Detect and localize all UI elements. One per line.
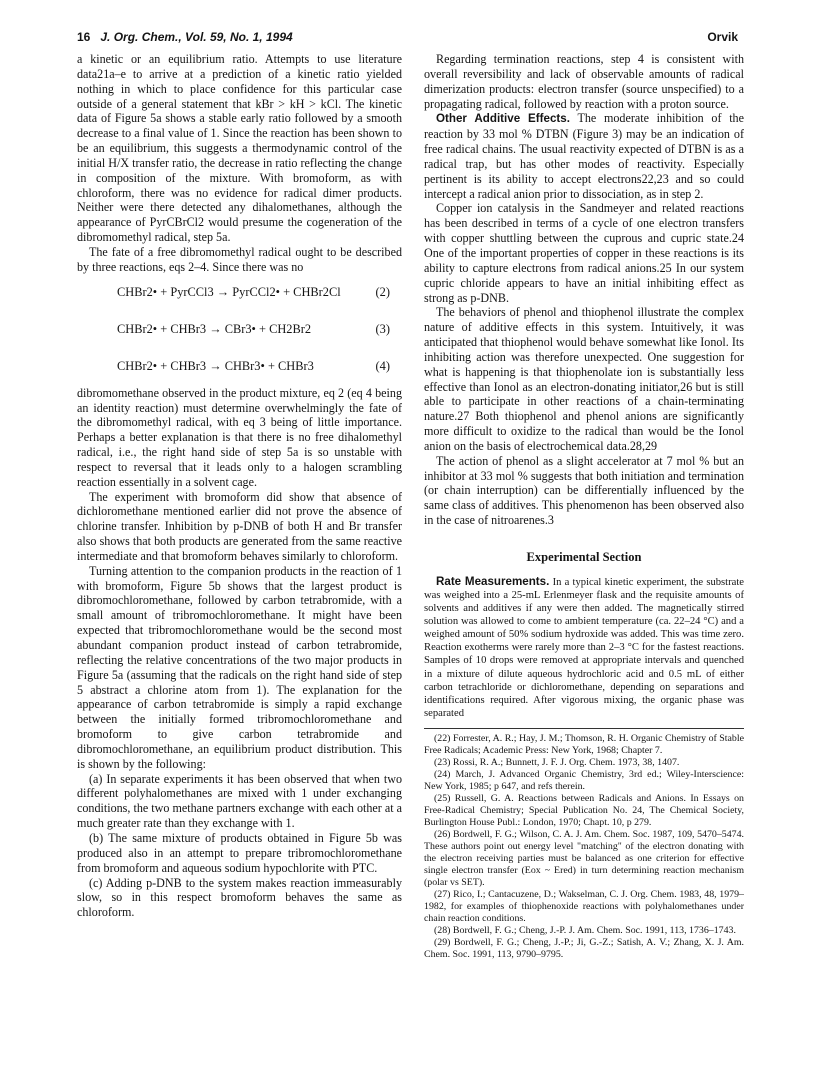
right-column: [424, 52, 744, 1052]
equation-text: CHBr2• + CHBr3 → CBr3• + CH2Br2: [117, 321, 312, 336]
footnote: (22) Forrester, A. R.; Hay, J. M.; Thomson, R. H. Organic Chemistry of Stable Free Radicals; Academic Press: New York, 1968; Chapter 7.: [424, 732, 744, 756]
equation-number: (2): [375, 284, 390, 299]
run-in-heading: Other Additive Effects.: [436, 112, 570, 126]
paragraph: The experiment with bromoform did show that absence of dichloromethane mentioned earlier did not prove the absence of chlorine transfer. Inhibition by p-DNB of both H and Br transfer also shows that both products are generated from the same reactive intermediate and that bromoform behaves similarly to chloroform.: [77, 489, 402, 563]
footnote: (24) March, J. Advanced Organic Chemistry, 3rd ed.; Wiley-Interscience: New York, 1985; p 647, and refs therein.: [424, 768, 744, 792]
paragraph: a kinetic or an equilibrium ratio. Attempts to use literature data21a–e to arrive at a prediction of a kinetic ratio yielded nothing in which to place confidence for this particular case outside of a general statement that kBr > kH > kCl. The kinetic data of Figure 5a shows a stable early ratio followed by a smooth decrease to a final value of 1. Since the reaction has been shown to be an equilibrium, this suggests a thermodynamic control of the initial H/X transfer ratio, the decrease in ratio reflecting the change in composition of the mixture. With bromoform, as with chloroform, there was no evidence for radical dimer products. Neither were there detected any dihalomethanes, although the appearance of PyrCBrCl2 would presume the cogeneration of the dibromomethyl radical, step 5a.: [77, 52, 402, 245]
footnote: (28) Bordwell, F. G.; Cheng, J.-P. J. Am. Chem. Soc. 1991, 113, 1736–1743.: [434, 924, 736, 936]
paragraph-body: The moderate inhibition of the reaction by 33 mol % DTBN (Figure 3) may be an indication of free radical chains. The usual reactivity expected of DTBN is as a radical trap, but has other modes of reactivity. Especially pertinent is its ability to accept electrons22,23 and so could intercept a radical anion prior to dissociation, as in step 2.: [424, 111, 744, 201]
footnote-rule: [424, 728, 744, 729]
running-header: [77, 29, 293, 45]
paragraph: [424, 575, 744, 720]
paragraph: Turning attention to the companion products in the reaction of 1 with bromoform, Figure 5b shows that the largest product is dibromochloromethane, followed by carbon tetrabromide, with a small amount of tribromochloromethane. It might have been expected that tribromochloromethane would be the second most abundant companion product instead of carbon tetrabromide, reflecting the relative concentrations of the two major products in Figure 5a (assuming that the radicals on the right hand side of step 5 abstract a chlorine atom from 1). The explanation for the appearance of carbon tetrabromide is simply a rapid exchange between the initially formed tribromochloromethane and bromoform to give carbon tetrabromide and dibromochloromethane, an equilibrium product distribution. This is shown by the following:: [77, 563, 402, 771]
equation-4: [77, 349, 402, 386]
paragraph-body: In a typical kinetic experiment, the substrate was weighed into a 25-mL Erlenmeyer flask and the requisite amounts of solvents and additives if any were then added. The magnetically stirred solution was allowed to come to ambient temperature (ca. 22–24 °C) and a weighed amount of 50% sodium hydroxide was added. This was time zero. Reaction exotherms were rarely more than 2–3 °C for the fastest reactions. Samples of 10 drops were removed at appropriate intervals and quenched in a mixture of dilute aqueous hydrochloric acid and 0.5 mL of either carbon tetrachloride or dichloromethane, depending on separations and identifications required. After vigorous mixing, the organic phase was separated: [424, 576, 744, 719]
footnote: (23) Rossi, R. A.; Bunnett, J. F. J. Org. Chem. 1973, 38, 1407.: [434, 756, 680, 768]
paragraph: The behaviors of phenol and thiophenol illustrate the complex nature of additive effects in this system. Intuitively, it was anticipated that thiophenol would behave somewhat like Ionol. Its inhibiting action was therefore unexpected. One suggestion for what is happening is that thiophenolate ion is substantially less effective than Ionol as an electron-donating initiator,26 but is still able to participate in other reactions of a chain-terminating nature.27 Both thiophenol and phenol anions are significantly more difficult to oxidize to the radical than would be the Ionol anion on the basis of electrochemical data.28,29: [424, 305, 744, 453]
author-header: Orvik: [707, 30, 738, 44]
footnote: (26) Bordwell, F. G.; Wilson, C. A. J. Am. Chem. Soc. 1987, 109, 5470–5474. These authors point out energy level "matching" of the electron donating with the electron receiving parties must be balanced as one criterion for effective single electron transfer (Eox ~ Ered) in turn determining reaction mechanism (polar vs SET).: [424, 828, 744, 888]
paragraph: (b) The same mixture of products obtained in Figure 5b was produced also in an attempt to prepare tribromochloromethane from bromoform and aqueous sodium hypochlorite with PTC.: [77, 830, 402, 875]
run-in-heading: Rate Measurements.: [436, 574, 550, 588]
paragraph: Regarding termination reactions, step 4 is consistent with overall reversibility and lack of observable amounts of radical dimerization products: electron transfer (source unspecified) to a propagating radical, followed by reaction with a proton source.: [424, 52, 744, 111]
journal-citation: J. Org. Chem., Vol. 59, No. 1, 1994: [100, 30, 293, 44]
paragraph: [424, 111, 744, 201]
footnote: (27) Rico, I.; Cantacuzene, D.; Wakselman, C. J. Org. Chem. 1983, 48, 1979–1982, for examples of thiophenoxide reactions with polyhalomethanes under chain reaction conditions.: [424, 888, 744, 924]
footnotes: [424, 733, 744, 961]
paragraph: Copper ion catalysis in the Sandmeyer and related reactions has been described in terms of a cycle of one electron transfers with copper shuttling between the cuprous and cupric state.24 One of the important properties of copper in these reactions is its ability to capture electrons from radical anions.25 In our system cupric chloride appears to have an initial inhibiting effect as strong as p-DNB.: [424, 201, 744, 305]
paragraph: (c) Adding p-DNB to the system makes reaction immeasurably slow, so in this respect bromoform behaves the same as chloroform.: [77, 875, 402, 920]
equation-text: CHBr2• + PyrCCl3 → PyrCCl2• + CHBr2Cl: [117, 284, 341, 299]
paragraph: (a) In separate experiments it has been observed that when two different polyhalomethanes are mixed with 1 under exchanging conditions, the two methane partners exchange with each other at a much greater rate than they exchange with 1.: [77, 771, 402, 831]
paragraph: The action of phenol as a slight accelerator at 7 mol % but an inhibitor at 33 mol % suggests that both initiation and termination (or chain interruption) can be differentially influenced by the same class of additives. This phenomenon has been observed also in the case of nitroarenes.3: [424, 453, 744, 528]
equation-2: [77, 275, 402, 312]
equation-number: (4): [375, 358, 390, 373]
footnote: (29) Bordwell, F. G.; Cheng, J.-P.; Ji, G.-Z.; Satish, A. V.; Zhang, X. J. Am. Chem. Soc. 1991, 113, 9790–9795.: [424, 936, 744, 960]
paragraph: The fate of a free dibromomethyl radical ought to be described by three reactions, eqs 2–4. Since there was no: [77, 244, 402, 274]
equation-text: CHBr2• + CHBr3 → CHBr3• + CHBr3: [117, 358, 314, 373]
equation-number: (3): [375, 321, 390, 336]
section-heading: Experimental Section: [526, 550, 642, 564]
paragraph: dibromomethane observed in the product mixture, eq 2 (eq 4 being an identity reaction) must determine overwhelmingly the fate of the dibromomethyl radical, with eq 3 being of little importance. Perhaps a better explanation is that there is no free dihalomethyl radical, i.e., the right hand side of step 5a is so unstable with respect to reversal that it leads only to a halogen scrambling reaction essentially in a solvent cage.: [77, 385, 402, 489]
left-column: [77, 52, 402, 1052]
footnote: (25) Russell, G. A. Reactions between Radicals and Anions. In Essays on Free-Radical Chemistry; Special Publication No. 24, The Chemical Society, Burlington House Publ.: London, 1970; Chapt. 10, p 279.: [424, 792, 744, 828]
page-number: 16: [77, 30, 91, 44]
equation-3: [77, 312, 402, 349]
